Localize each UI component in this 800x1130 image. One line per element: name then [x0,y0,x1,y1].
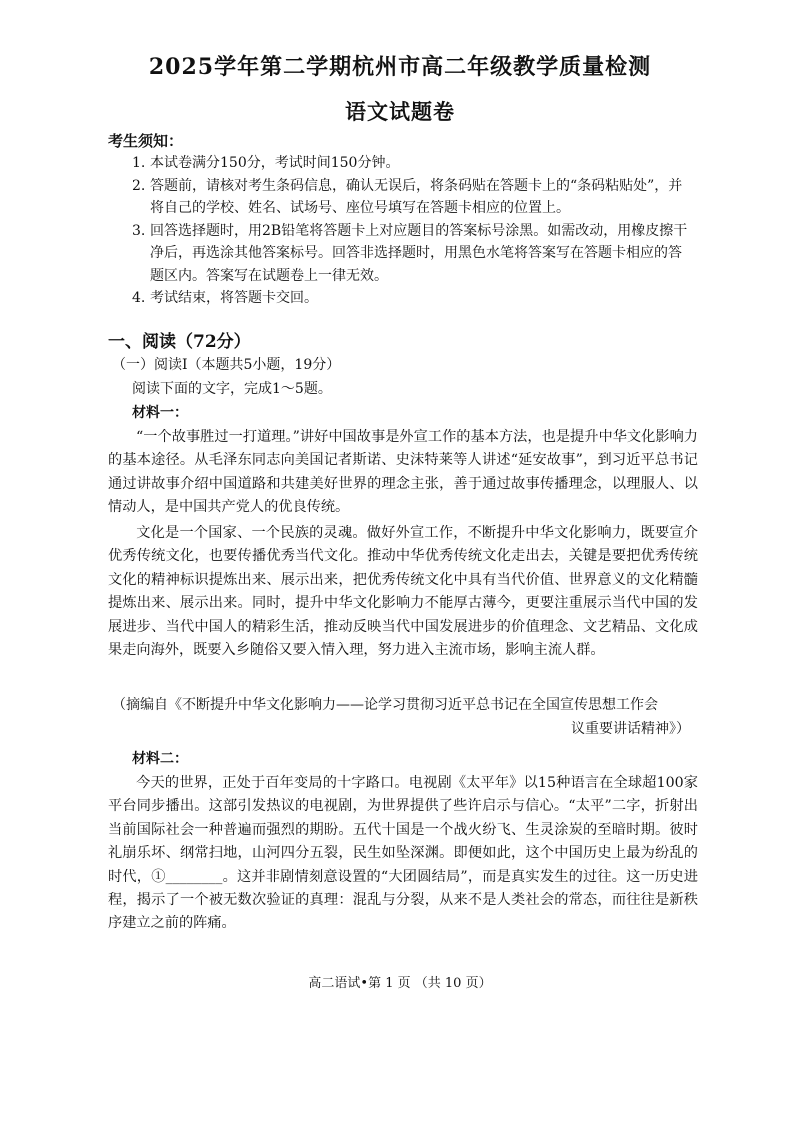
reading-instruction: 阅读下面的文字，完成1～5题。 [132,381,332,397]
answer-blank-1: ①________ [151,868,223,885]
notice-list [132,152,692,310]
notice-item [132,175,692,220]
notice-item-text: 答题前，请核对考生条码信息，确认无误后，将条码贴在答题卡上的“条码粘贴处”，并将自己的学校、姓名、试场号、座位号填写在答题卡相应的位置上。 [150,177,683,216]
notice-item [132,287,692,310]
exam-subtitle: 语文试题卷 [345,99,455,124]
material-one-source [112,694,698,741]
paragraph-text: 文化是一个国家、一个民族的灵魂。做好外宣工作，不断提升中华文化影响力，既要宣介优秀传统文化，也要传播优秀当代文化。推动中华优秀传统文化走出去，关键是要把优秀传统文化的精神标识提炼出来、展示出来，把优秀传统文化中具有当代价值、世界意义的文化精髓提炼出来、展示出来。同时，提升中华文化影响力不能厚古薄今，更要注重展示当代中国的发展进步、当代中国人的精彩生活，推动反映当代中国发展进步的价值理念、文艺精品、文化成果走向海外，既要入乡随俗又要入情入理，努力进入主流市场，影响主流人群。 [108,525,698,659]
exam-title: 2025学年第二学期杭州市高二年级教学质量检测 [148,54,652,80]
source-line-1: （摘编自《不断提升中华文化影响力——论学习贯彻习近平总书记在全国宣传思想工作会 [112,697,658,713]
paragraph-text: 。这并非剧情刻意设置的“大团圆结局”，而是真实发生的过往。这一历史进程，揭示了一个被无数次验证的真理：混乱与分裂，从来不是人类社会的常态，而往往是新秩序建立之前的阵痛。 [108,868,698,932]
notice-item [132,220,692,288]
section-heading: 一、阅读（72分） [108,332,251,352]
notice-item-number: 4. [132,290,146,306]
notice-item-text: 考试结束，将答题卡交回。 [150,290,318,306]
paragraph-text: “一个故事胜过一打道理。”讲好中国故事是外宣工作的基本方法，也是提升中华文化影响力的基本途径。从毛泽东同志向美国记者斯诺、史沫特莱等人讲述“延安故事”，到习近平总书记通过讲故事介绍中国道路和共建美好世界的理念主张，善于通过故事传播理念，以理服人、以情动人，是中国共产党人的优良传统。 [108,429,698,516]
paragraph-text: 今天的世界，正处于百年变局的十字路口。电视剧《太平年》以15种语言在全球超100家平台同步播出。这部引发热议的电视剧，为世界提供了些许启示与信心。“太平”二字，折射出当前国际社会一种普遍而强烈的期盼。五代十国是一个战火纷飞、生灵涂炭的至暗时期。彼时礼崩乐坏、纲常扫地，山河四分五裂，民生如坠深渊。即便如此，这个中国历史上最为纷乱的时代， [108,775,698,885]
notice-item-number: 3. [132,222,146,239]
notice-item-number: 1. [132,155,146,171]
page-footer: 高二语试•第 1 页 （共 10 页） [308,976,492,991]
material-two-paragraph-1 [108,772,698,936]
notice-item-number: 2. [132,177,146,194]
notice-item-text: 回答选择题时，用2B铅笔将答题卡上对应题目的答案标号涂黑。如需改动，用橡皮擦干净后，再选涂其他答案标号。回答非选择题时，用黑色水笔将答案写在答题卡相应的答题区内。答案写在试题卷上一律无效。 [150,222,688,284]
notice-item [132,152,692,175]
material-one-paragraph-2 [108,522,698,662]
source-line-2: 议重要讲话精神》） [571,720,690,737]
material-one-paragraph-1 [108,426,698,520]
material-one-label: 材料一： [132,405,188,421]
material-two-label: 材料二： [132,751,188,767]
notice-item-text: 本试卷满分150分，考试时间150分钟。 [150,155,400,171]
notice-title: 考生须知： [108,132,184,150]
sub-section-heading: （一）阅读Ⅰ（本题共5小题，19分） [112,357,341,373]
